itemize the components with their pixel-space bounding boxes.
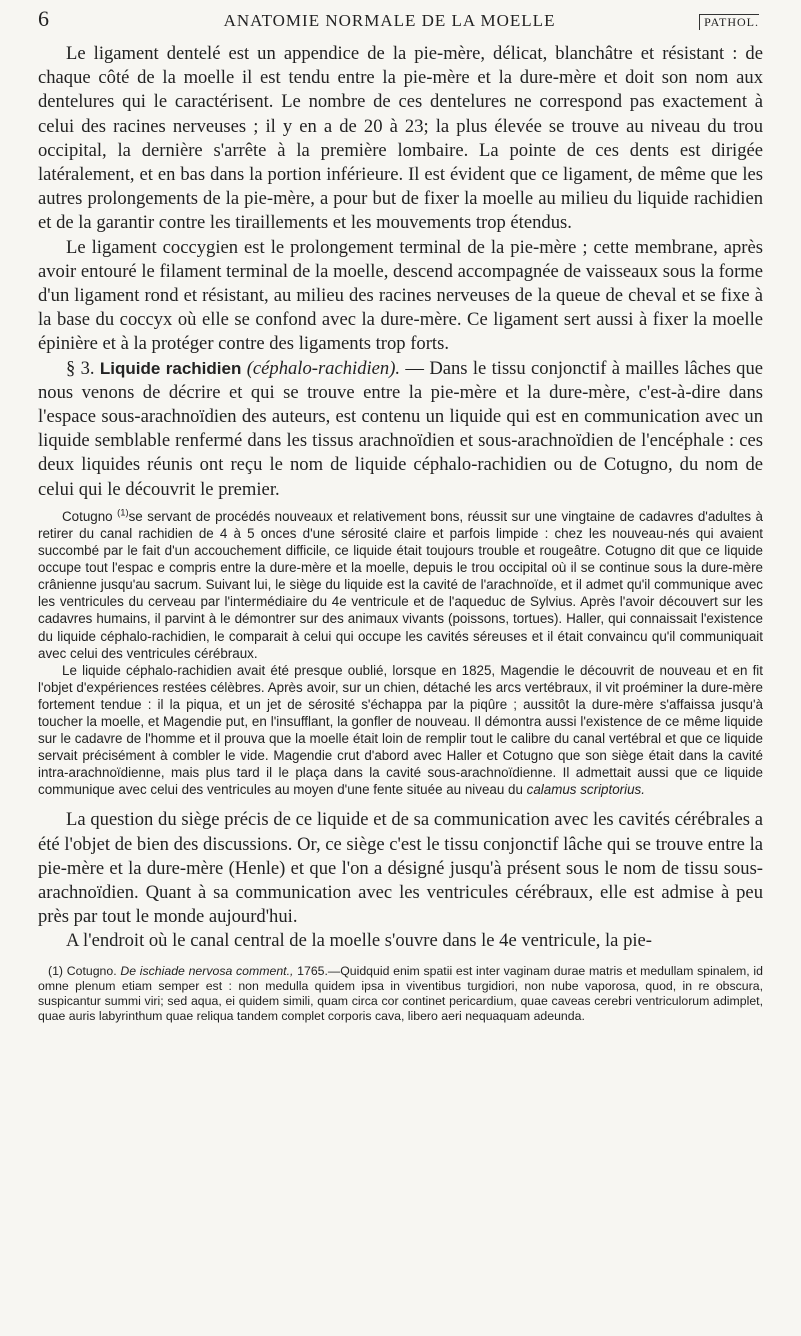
- section-number: § 3.: [66, 357, 95, 379]
- paragraph-spinal-fluid: [38, 357, 763, 502]
- section-tag: PATHOL.: [699, 14, 759, 30]
- main-text: [38, 42, 763, 502]
- footnote-text: [38, 964, 763, 1024]
- small-paragraph-magendie-text: Le liquide céphalo-rachidien avait été presque oublié, lorsque en 1825, Magendie le découvrit de nouveau et en fit l'objet d'expériences restées célèbres. Après avoir, sur un chien, détaché les arcs vertébraux, il vit proéminer la dure-mère fortement tendue : il la piqua, et un jet de sérosité s'échappa par la piqûre ; aussitôt la dure-mère s'affaissa jusqu'à toucher la moelle, et Magendie put, en l'insufflant, la gonfler de nouveau. Il démontra aussi l'existence de ce même liquide sur le cadavre de l'homme et il prouva que la moelle était loin de remplir tout le calibre du canal vertébral et que ce liquide servait précisément à combler le vide. Magendie crut d'abord avec Haller et Cotugno que son siège était dans la cavité intra-arachnoïdienne, mais plus tard il le plaça dans la cavité sous-arachnoïdienne. Il admettait aussi que ce liquide communique avec celui des ventricules au moyen d'une fente située au niveau du: [38, 662, 763, 798]
- paragraph-fluid-location: La question du siège précis de ce liquide et de sa communication avec les cavités cérébrales a été l'objet de bien des discussions. Or, ce siège c'est le tissu conjonctif lâche qui se trouve entre la pie-mère et la dure-mère (Henle) et que l'on a désigné jusqu'à présent sous le nom de tissu sous-arachnoïdien. Quant à sa communication avec les ventricules cérébraux, elle est admise à peu près par tout le monde aujourd'hui.: [38, 809, 763, 928]
- small-paragraph-magendie: [38, 662, 763, 799]
- small-paragraph-cotugno-start: Cotugno: [62, 508, 118, 524]
- small-paragraph-cotugno-text: se servant de procédés nouveaux et relativement bons, réussit sur une vingtaine de cadavres d'adultes à retirer du canal rachidien de 4 à 5 onces d'une sérosité claire et parfois limpide : chez les nouveau-nés qui avaient succombé par le fait d'un accouchement difficile, ce liquide était toujours trouble et rougeâtre. Cotugno dit que ce liquide occupe tout l'espac e compris entre la dure-mère et la moelle, depuis le trou occipital où il se continue sous la dure-mère crânienne jusqu'au sacrum. Suivant lui, le siège du liquide est la cavité de l'arachnoïde, et il admet qu'il communique avec les ventricules du cerveau par l'intermédiaire du 4e ventricule et de l'aqueduc de Sylvius. Après l'avoir découvert sur les cadavres humains, il parvint à le démontrer sur des animaux vivants (poissons, tortues). Haller, qui connaissait l'existence du liquide céphalo-rachidien, le comparait à celui qui occupe les cavités séreuses et il était convaincu qu'il communiquait avec celui des ventricules cérébraux.: [38, 508, 763, 661]
- paragraph-central-canal: A l'endroit où le canal central de la moelle s'ouvre dans le 4e ventricule, la pie-: [66, 930, 652, 952]
- footnote-body: 1765.—Quidquid enim spatii est inter vaginam durae matris et medullam spinalem, id omne plenum etiam semper est : non medulla quidem ipsa in viventibus turgidiori, non nube vaporosa, quod, in re obscura, suspicantur summi viri; sed aqua, ei quidem simili, quam circa cor continet pericardium, quae caveas cerebri ventriculorum adimplet, quae auris labyrinthum quae reliqua tandem complet corporis cava, libero aeri nequaquam adeunda.: [38, 963, 763, 1023]
- footnote-reference: (1): [117, 507, 129, 518]
- section-heading-italic: (céphalo-rachidien).: [246, 357, 401, 379]
- small-print-block: [38, 508, 763, 799]
- running-title: ANATOMIE NORMALE DE LA MOELLE: [223, 11, 556, 30]
- page-header: [38, 6, 763, 32]
- paragraph-coccygeal-ligament: Le ligament coccygien est le prolongement terminal de la pie-mère ; cette membrane, après avoir entouré le filament terminal de la moelle, descend accompagnée de vaisseaux sous la forme d'un ligament rond et résistant, au milieu des racines nerveuses de la queue de cheval et se fixe à la base du coccyx où elle se confond avec la dure-mère. Ce ligament sert aussi à fixer la moelle épinière et à la protéger contre des ligaments trop forts.: [38, 236, 763, 355]
- footnote-marker: (1): [48, 963, 64, 978]
- small-paragraph-cotugno: [38, 508, 763, 662]
- footnote-title: De ischiade nervosa comment.,: [120, 963, 294, 978]
- paragraph-dentate-ligament: Le ligament dentelé est un appendice de la pie-mère, délicat, blanchâtre et résistant : de chaque côté de la moelle il est tendu entre la pie-mère et la dure-mère et doit son nom aux dentelures qui le caractérisent. Le nombre de ces dentelures ne correspond pas exactement à celui des racines nerveuses ; il y en a de 20 à 23; la plus élevée se trouve au niveau du trou occipital, la dernière s'arrête à la première lombaire. La pointe de ces dents est dirigée latéralement, et en bas dans la portion inférieure. Il est évident que ce ligament, de même que les autres prolongements de la pie-mère, a pour but de fixer la moelle au milieu du liquide rachidien et de la garantir contre les tiraillements et les mouvements trop étendus.: [38, 43, 763, 234]
- calamus-scriptorius: calamus scriptorius.: [526, 782, 645, 798]
- page-number: 6: [38, 6, 50, 31]
- footnote-author: Cotugno.: [63, 963, 121, 978]
- section-heading: Liquide rachidien: [99, 358, 242, 378]
- main-text-continued: [38, 808, 763, 953]
- paragraph-spinal-fluid-text: — Dans le tissu conjonctif à mailles lâches que nous venons de décrire et qui se trouve entre la pie-mère et la dure-mère, c'est-à-dire dans l'espace sous-arachnoïdien des auteurs, est contenu un liquide qui est en communication avec un liquide semblable renfermé dans les tissus arachnoïdien et sous-arachnoïdien de l'encéphale : ces deux liquides réunis ont reçu le nom de liquide céphalo-rachidien ou de Cotugno, du nom de celui qui le découvrit le premier.: [38, 357, 764, 500]
- footnote: [38, 964, 763, 1024]
